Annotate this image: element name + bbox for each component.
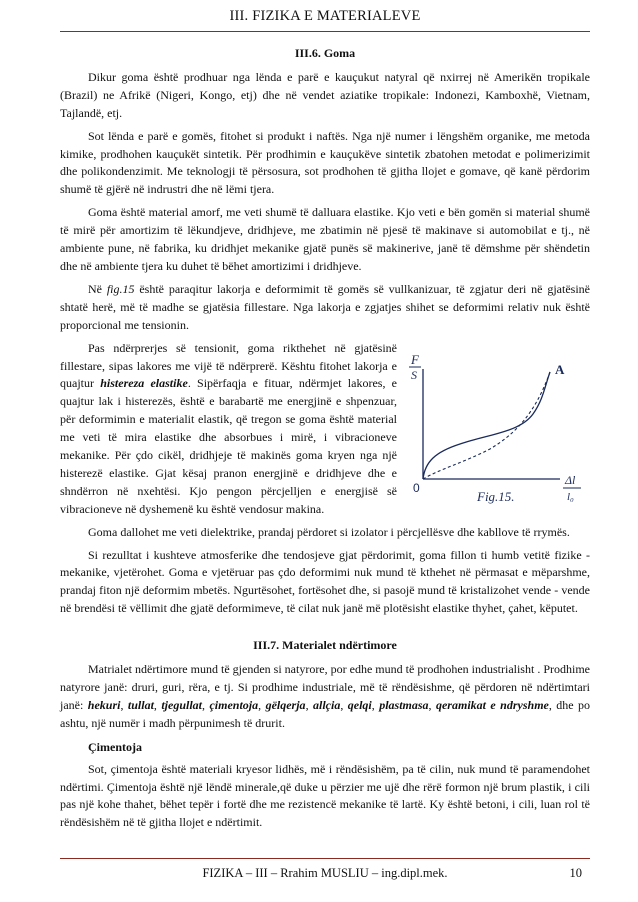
figure-caption: Fig.15. [477, 488, 515, 504]
footer-text: FIZIKA – III – Rrahim MUSLIU – ing.dipl.mek. [202, 866, 448, 880]
paragraph-goma-4: Në fig.15 është paraqitur lakorja e deformimit të gomës së vullkanizuar, të zgjatur deri në gjatësinë shtatë herë, më të madhe se gjatësia fillestare. Nga lakorja e zgjatjes shihet se deformimi relativ nuk është proporcional me tensionin. [60, 281, 590, 332]
figure-reference: fig.15 [106, 281, 135, 296]
term-allcia: allçia [313, 697, 341, 712]
term-hekuri: hekuri [87, 697, 121, 712]
paragraph-goma-1: Dikur goma është prodhuar nga lënda e parë e kauçukut natyral që nxirrej në Amerikën tropikale (Brazil) ne Afrikë (Nigeri, Kongo, etj) dhe në vendet aziatike tropikale: Indonezi, Kamboxhë, Vietnam, Tajlandë, etj. [60, 69, 590, 120]
term-plastmasa: plastmasa [379, 697, 429, 712]
sub-heading-cimentoja: Çimentoja [88, 739, 142, 754]
page-content [60, 45, 590, 837]
origin-label: 0 [413, 480, 420, 495]
x-axis-label-numerator: Δl [565, 472, 576, 487]
term-qeramikat: qeramikat e ndryshme [435, 697, 549, 712]
page-header-title: III. FIZIKA E MATERIALEVE [229, 8, 421, 24]
paragraph-goma-3: Goma është material amorf, me veti shumë të dalluara elastike. Kjo veti e bën gomën si material shumë të mirë për amortizim të lëkundjeve, dridhjeve, me zbatimin në pjesë të makinave si automobilat e tj., në ambiente pune, në fabrika, ku dridhjet mekanike gjatë punës së makinerive, janë të dëmshme për shëndetin dhe në ambiente tjera ku duhet të bëhet amortizimi i dridhjeve. [60, 205, 590, 273]
paragraph-goma-5: Pas ndërprerjes së tensionit, goma rikthehet në gjatësinë fillestare, sipas lakores me vijë të ndërprerë. Kështu fitohet lakorja e quajtur histereza elastike. Sipërfaqja e fituar, ndërmjet lakores, e quajtur lak i histerezës, është e barabartë me energjinë e shpenzuar, për deformimin e materialit elastik, që tregon se goma është material me veti të mira elastike dhe absorbues i mirë, i vibracioneve mekanike. Për çdo cikël, dridhjeje të makinës goma kryen nga një histerezë elastike. Gjat kësaj pranon energjinë e dridhjeve dhe e shndërron në nxehtësi. Kjo pengon përcjelljen e energjisë së vibracioneve në dyshemenë ku është vendosur makina. [60, 340, 398, 516]
y-axis-label-denominator: S [411, 367, 417, 382]
section-heading-materialet: III.7. Materialet ndërtimore [253, 638, 397, 653]
term-cimentoja: çimentoja [209, 697, 259, 712]
paragraph-cimentoja: Sot, çimentoja është materiali kryesor lidhës, më i rëndësishëm, pa të cilin, nuk mund të paramendohet ndërtimi. Çimentoja është një lëndë minerale,që duke u përzier me ujë dhe rërë formon një brum plastik, i cili pas një kohe thahet, bëhet tepër i fortë dhe me rezistencë mekanike të lartë. Ky është betoni, i cili, luan rol të rëndësishëm në të gjitha llojet e ndërtimit. [60, 761, 590, 830]
footer-rule [60, 858, 590, 859]
term-gelqerja: gëlqerja [265, 697, 306, 712]
hysteresis-figure [405, 344, 590, 504]
paragraph-goma-7: Si rezulltat i kushteve atmosferike dhe tendosjeve gjat përdorimit, goma fillon ti humb vetitë fizike - mekanike, vjetërohet. Goma e vjetëruar pas çdo deformimi nuk mund të kthehet në përmasat e mëparshme, prandaj fiton një deformim mbetës. Ngurtësohet, fortësohet dhe, si pasojë mund të kristalizohet vende - vende në brendësi të vëllimit dhe gjatë deformimeve, të cilat nuk janë më plotësisht elastike thyhet, çahet, këputet. [60, 547, 590, 616]
paragraph-goma-6: Goma dallohet me veti dielektrike, prandaj përdoret si izolator i përcjellësve dhe kabllove të rrymës. [88, 524, 570, 539]
y-axis-label-numerator: F [411, 351, 419, 367]
page-number: 10 [569, 866, 582, 880]
term-qelqi: qelqi [347, 697, 372, 712]
paragraph-goma-2: Sot lënda e parë e gomës, fitohet si produkt i naftës. Nga një numer i lëngshëm organike, me metoda kimike, prodhohen kauçukët sintetik. Për prodhimin e kauçukëve sintetik zbatohen metodat e polimerizimit dhe polikondenzimit. Me teknologji të përsosura, sot prodhohen të gjitha llojet e gomave, që kanë përdorim shumë të gjërë në indrustri dhe në lëmi tjera. [60, 128, 590, 197]
term-tjegullat: tjegullat [161, 697, 203, 712]
x-axis-label-denominator: l₀ [567, 490, 574, 503]
section-heading-goma: III.6. Goma [294, 46, 356, 60]
paragraph-materialet-1: Matrialet ndërtimore mund të gjenden si natyrore, por edhe mund të prodhohen industrialisht . Prodhime natyrore janë: druri, guri, rëra, e tj. Si prodhime industriale, më të rëndësishme, që përdoren në ndërtimtari janë: hekuri, tullat, tjegullat, çimentoja, gëlqerja, allçia, qelqi, plastmasa, qeramikat e ndryshme, dhe po ashtu, një numër i madh përpunimesh të drurit. [60, 662, 591, 730]
term-tullat: tullat [127, 697, 154, 712]
hysteresis-term: histereza elastike [100, 376, 188, 391]
header-rule [60, 31, 590, 32]
point-a-label: A [555, 361, 565, 377]
page-footer [60, 866, 590, 881]
